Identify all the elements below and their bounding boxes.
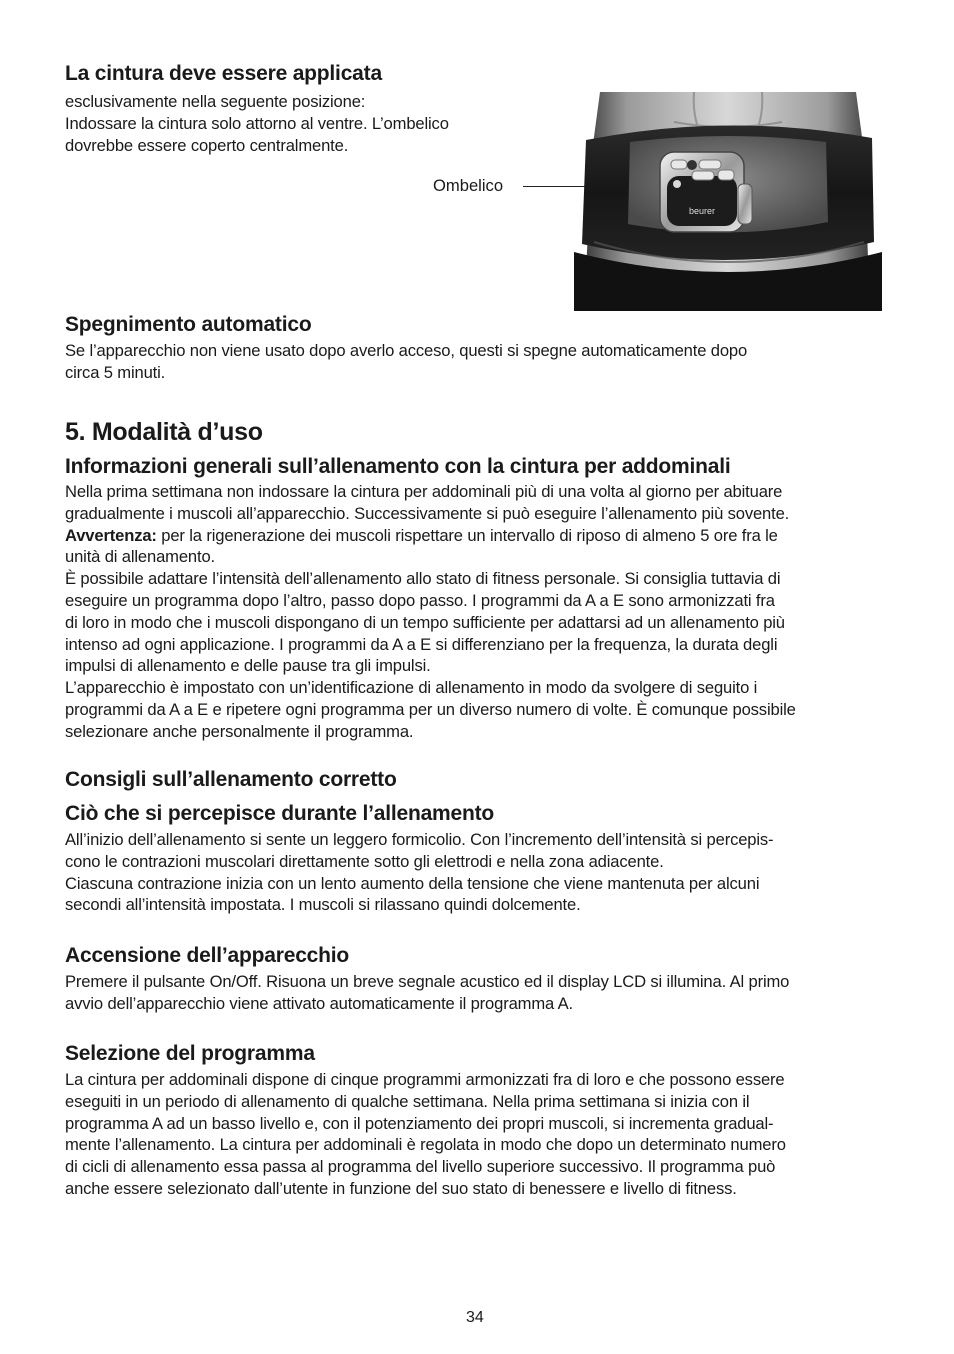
text-line: secondi all’intensità impostata. I muscoli si rilassano quindi dolcemente. <box>65 895 581 915</box>
power-on-text <box>65 971 789 1015</box>
auto-off-text <box>65 340 747 384</box>
text-line: intenso ad ogni applicazione. I programmi da A a E si differenziano per la frequenza, la durata degli <box>65 634 778 654</box>
text-line: anche essere selezionato dall’utente in funzione del suo stato di benessere e livello di fitness. <box>65 1178 737 1198</box>
chapter-title: 5. Modalità d’uso <box>65 418 263 446</box>
text-line: Se l’apparecchio non viene usato dopo averlo acceso, questi si spegne automaticamente dopo <box>65 341 748 360</box>
heading-what-you-feel: Ciò che si percepisce durante l’allenamento <box>65 802 495 825</box>
heading-training-tips: Consigli sull’allenamento corretto <box>65 768 397 791</box>
warning-line <box>65 525 796 547</box>
text-line: L’apparecchio è impostato con un’identificazione di allenamento in modo da svolgere di seguito i <box>65 678 758 698</box>
text-line: impulsi di allenamento e delle pause tra gli impulsi. <box>65 656 431 676</box>
text-line: mente l’allenamento. La cintura per addominali è regolata in modo che dopo un determinato numero <box>65 1135 786 1155</box>
text-line: La cintura per addominali dispone di cinque programmi armonizzati fra di loro e che possono essere <box>65 1070 785 1089</box>
text-line: Indossare la cintura solo attorno al ventre. L’ombelico <box>65 113 449 133</box>
text-line: circa 5 minuti. <box>65 362 166 382</box>
text-line: unità di allenamento. <box>65 547 215 567</box>
belt-position-text <box>65 91 449 156</box>
text-line: All’inizio dell’allenamento si sente un leggero formicolio. Con l’incremento dell’intensità si percepis- <box>65 830 774 849</box>
text-line: programmi da A a E e ripetere ogni programma per un diverso numero di volte. È comunque possibile <box>65 699 796 719</box>
text-line: avvio dell’apparecchio viene attivato automaticamente il programma A. <box>65 993 574 1013</box>
navel-callout-label: Ombelico <box>433 176 504 195</box>
text-line: di cicli di allenamento essa passa al programma del livello superiore successivo. Il programma può <box>65 1157 776 1177</box>
text-line: programma A ad un basso livello e, con il potenziamento dei propri muscoli, si incrementa gradual- <box>65 1113 774 1133</box>
warning-text: per la rigenerazione dei muscoli rispettare un intervallo di riposo di almeno 5 ore fra le <box>156 525 778 545</box>
program-select-text <box>65 1069 786 1200</box>
belt-photo <box>574 92 882 311</box>
text-line: eseguiti in un periodo di allenamento di qualche settimana. Nella prima settimana si inizia con il <box>65 1091 750 1111</box>
text-line: dovrebbe essere coperto centralmente. <box>65 135 349 155</box>
text-line: selezionare anche personalmente il programma. <box>65 721 414 741</box>
what-you-feel-text <box>65 829 773 916</box>
text-line: Nella prima settimana non indossare la cintura per addominali più di una volta al giorno per abituare <box>65 482 783 501</box>
power-button-icon <box>687 160 697 170</box>
text-line: eseguire un programma dopo l’altro, passo dopo passo. I programmi da A a E sono armonizzati fra <box>65 590 775 610</box>
text-line: Premere il pulsante On/Off. Risuona un breve segnale acustico ed il display LCD si illumina. Al primo <box>65 972 790 991</box>
heading-general-info: Informazioni generali sull’allenamento con la cintura per addominali <box>65 455 731 478</box>
general-info-text <box>65 481 796 743</box>
text-line: cono le contrazioni muscolari direttamente sotto gli elettrodi e nella zona adiacente. <box>65 851 664 871</box>
text-line: gradualmente i muscoli all’apparecchio. Successivamente si può eseguire l’allenamento più sovente. <box>65 503 790 523</box>
text-line: di loro in modo che i muscoli dispongano di un tempo sufficiente per adattarsi ad un allenamento più <box>65 612 785 632</box>
heading-power-on: Accensione dell’apparecchio <box>65 944 350 967</box>
text-line: È possibile adattare l’intensità dell’allenamento allo stato di fitness personale. Si consiglia tuttavia di <box>65 569 781 589</box>
heading-program-select: Selezione del programma <box>65 1042 315 1065</box>
text-line: esclusivamente nella seguente posizione: <box>65 92 366 111</box>
heading-belt-position: La cintura deve essere applicata <box>65 62 382 85</box>
page-number: 34 <box>466 1309 484 1326</box>
text-line: Ciascuna contrazione inizia con un lento aumento della tensione che viene mantenuta per alcuni <box>65 873 760 893</box>
warning-label: Avvertenza: <box>65 525 157 545</box>
heading-auto-off: Spegnimento automatico <box>65 313 312 336</box>
brand-logo: beurer <box>688 206 716 216</box>
